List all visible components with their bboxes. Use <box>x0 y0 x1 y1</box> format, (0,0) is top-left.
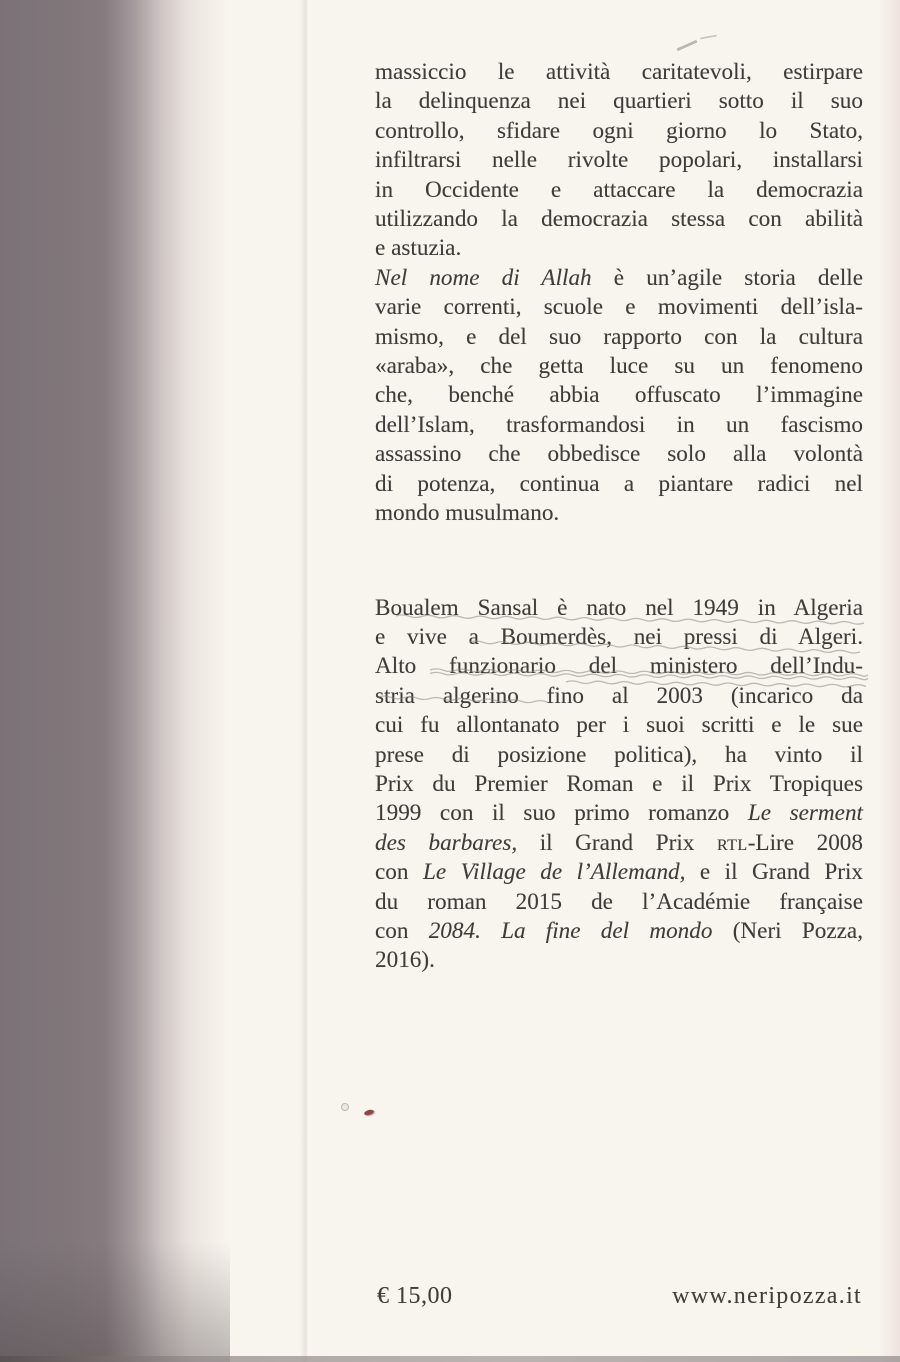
text-line: Boualem Sansal è nato nel 1949 in Algeria <box>375 594 863 621</box>
text-line: controllo, sfidare ogni giorno lo Stato, <box>375 117 863 144</box>
text-line: prese di posizione politica), ha vinto il <box>375 741 863 768</box>
text-line: assassino che obbedisce solo alla volontà <box>375 441 863 468</box>
text-line: 1999 con il suo primo romanzo Le serment <box>375 800 863 827</box>
red-ink-speck <box>364 1109 375 1117</box>
text-line: Alto funzionario del ministero dell’Indu- <box>375 653 863 680</box>
price-label: € 15,00 <box>377 1283 453 1309</box>
text-line: infiltrarsi nelle rivolte popolari, installarsi <box>375 147 863 174</box>
text-line: la delinquenza nei quartieri sotto il suo <box>375 88 863 115</box>
text-line: des barbares, il Grand Prix rtl-Lire 2008 <box>375 829 863 856</box>
text-line: che, benché abbia offuscato l’immagine <box>375 382 863 409</box>
text-line: mismo, e del suo rapporto con la cultura <box>375 323 863 350</box>
pencil-stroke-icon <box>700 35 717 40</box>
text-line: stria algerino fino al 2003 (incarico da <box>375 682 863 709</box>
text-line: massiccio le attività caritatevoli, estirpare <box>375 59 863 85</box>
text-line: cui fu allontanato per i suoi scritti e le sue <box>375 712 863 739</box>
text-line: e vive a Boumerdès, nei pressi di Algeri. <box>375 623 863 650</box>
text-line: e astuzia. <box>375 235 462 262</box>
paragraph-author-bio <box>375 594 863 976</box>
text-line: Prix du Premier Roman e il Prix Tropiques <box>375 770 863 797</box>
text-line: con 2084. La fine del mondo (Neri Pozza, <box>375 917 863 944</box>
page-right-edge-shade <box>878 0 900 1362</box>
text-line: di potenza, continua a piantare radici nel <box>375 470 863 497</box>
book-spine-shadow <box>0 0 230 1362</box>
page-crease-line <box>300 0 314 1362</box>
text-line: mondo musulmano. <box>375 500 560 527</box>
text-line: 2016). <box>375 947 435 974</box>
scan-bottom-edge <box>0 1356 900 1362</box>
text-line: utilizzando la democrazia stessa con abilità <box>375 206 863 233</box>
pencil-stroke-icon <box>676 40 697 52</box>
text-line: Nel nome di Allah è un’agile storia delle <box>375 264 863 291</box>
paragraph-synopsis <box>375 58 863 264</box>
spine-bottom-shade <box>0 1242 230 1362</box>
text-line: con Le Village de l’Allemand, e il Grand Prix <box>375 859 864 886</box>
gray-speck <box>341 1103 349 1111</box>
footer-row <box>377 1283 862 1310</box>
paragraph-book-summary <box>375 264 863 529</box>
text-line: dell’Islam, trasformandosi in un fascismo <box>375 411 863 438</box>
text-line: in Occidente e attaccare la democrazia <box>375 176 863 203</box>
flap-text-column <box>375 58 863 976</box>
text-line: «araba», che getta luce su un fenomeno <box>375 353 863 380</box>
text-line: du roman 2015 de l’Académie française <box>375 888 863 915</box>
text-line: varie correnti, scuole e movimenti dell’isla- <box>375 294 863 321</box>
publisher-website: www.neripozza.it <box>672 1283 862 1309</box>
